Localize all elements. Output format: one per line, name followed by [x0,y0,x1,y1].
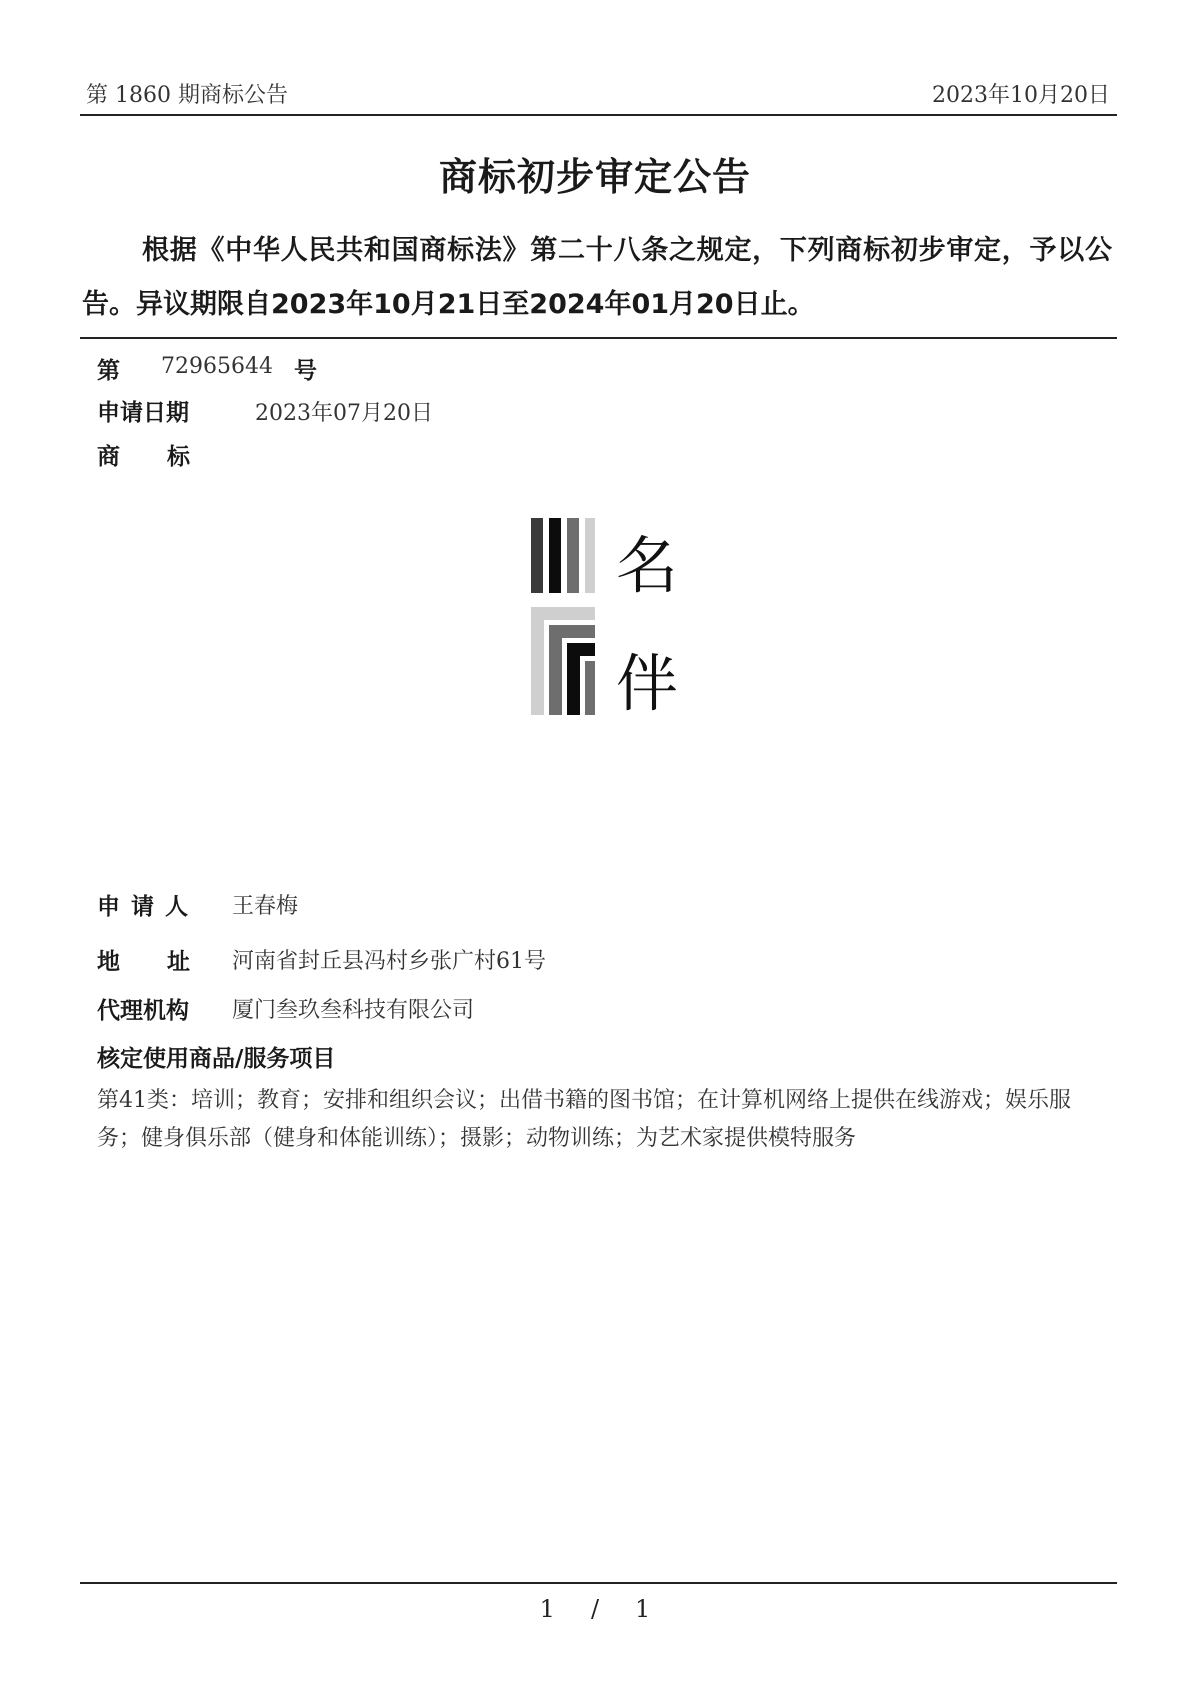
logo-bar-2 [549,518,561,593]
mark-label-2: 标 [167,444,190,470]
publication-date: 2023年10月20日 [932,83,1110,108]
section-rule [80,337,1117,339]
mark-char-1: 名 [615,529,679,602]
applicant-label-3: 人 [165,894,188,920]
goods-list: 第41类：培训；教育；安排和组织会议；出借书籍的图书馆；在计算机网络上提供在线游戏；娱乐服务；健身俱乐部（健身和体能训练）；摄影；动物训练；为艺术家提供模特服务 [97,1088,1071,1151]
applicant-name: 王春梅 [232,894,299,919]
page-current: 1 [539,1595,555,1623]
number-suffix: 号 [294,358,317,384]
agency-name: 厦门叁玖叁科技有限公司 [232,998,475,1023]
mark-char-2: 伴 [615,647,679,715]
applicant-label-1: 申 [97,894,120,920]
address-label-1: 地 [97,949,120,975]
agency-label: 代理机构 [97,998,189,1024]
issue-number: 第 1860 期商标公告 [86,83,288,108]
page-title: 商标初步审定公告 [438,155,751,199]
filing-date: 2023年07月20日 [255,401,433,426]
logo-bar-1 [531,518,543,593]
trademark-logo [525,515,695,715]
number-prefix: 第 [97,358,120,384]
address-label-2: 址 [167,949,190,975]
mark-label-1: 商 [97,444,120,470]
header-rule [80,114,1117,116]
page-indicator [0,1595,1190,1623]
logo-corner-4 [585,661,595,715]
logo-bar-3 [567,518,579,593]
goods-label: 核定使用商品/服务项目 [97,1046,336,1072]
page-separator: / [590,1595,600,1623]
applicant-address: 河南省封丘县冯村乡张广村61号 [232,949,546,974]
registration-number: 72965644 [161,354,273,379]
page-total: 1 [635,1595,651,1623]
applicant-label-2: 请 [131,894,154,920]
footer-rule [80,1582,1117,1584]
filing-date-label: 申请日期 [97,400,189,426]
logo-bar-4 [585,518,595,593]
notice-paragraph: 根据《中华人民共和国商标法》第二十八条之规定，下列商标初步审定，予以公告。异议期限自2023年10月21日至2024年01月20日止。 [82,235,1112,320]
